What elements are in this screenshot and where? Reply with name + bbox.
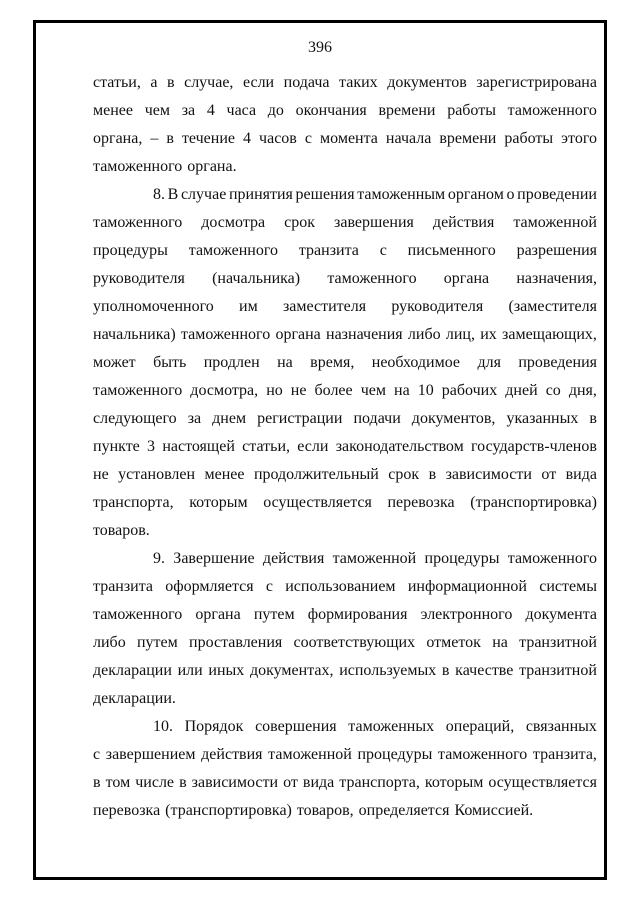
word: срок [388,466,420,483]
word: таможенной [332,550,417,567]
word: числе [135,774,175,791]
word: таможенного [438,746,528,763]
word: пункте [93,438,140,455]
word: зависимости [191,774,279,791]
word: время, [310,354,355,371]
text-line [93,97,597,125]
word: для [477,354,501,371]
word: товаров. [93,522,150,539]
word: в [179,774,187,791]
word: декларации. [93,690,176,707]
text-line [93,545,597,573]
word: процедуры [424,550,500,567]
word: перевозка [387,494,455,511]
word: или [177,662,203,679]
paragraph-continuation [93,69,597,181]
word: продлен [203,354,260,371]
word: таможенного [507,102,597,119]
paragraph-9 [93,545,597,713]
word: таких [339,74,378,91]
word: подачи [353,410,401,427]
word: чем [360,382,386,399]
word: проставления [189,634,283,651]
word: уполномоченного [93,298,214,315]
word: на [492,634,508,651]
text-line [93,713,597,741]
word: органом [447,186,504,203]
word: оформляется [165,578,254,595]
word: органа [195,606,241,623]
word: решения [295,186,355,203]
word: вида [565,466,597,483]
word: с [304,130,312,147]
word: 4 [206,102,215,119]
word: лиц, [445,326,475,343]
word: Комиссией. [454,802,534,819]
word: таможенного [327,270,417,287]
word: этого [561,130,597,147]
paragraph-8 [93,181,597,545]
word: документа [525,606,597,623]
word: до [267,102,284,119]
word: транзитной [519,634,597,651]
word: транзита, [532,746,597,763]
word: о [506,186,515,203]
text-line [93,629,597,657]
word: руководителя [391,298,484,315]
word: связанных [525,718,597,735]
word: указанных [506,410,579,427]
word: которым [424,774,484,791]
word: 10 [417,382,434,399]
word: регистрации [257,410,343,427]
text-line [93,153,597,181]
word: иных [208,662,245,679]
word: течение [181,130,236,147]
word: вида [302,774,335,791]
word: документов [387,74,467,91]
word: товаров, [296,802,354,819]
word: зависимости [445,466,532,483]
word: в [166,130,174,147]
text-line [93,293,597,321]
text-line [93,209,597,237]
word: таможенного [93,158,183,175]
word: со [545,382,561,399]
word: менее [93,102,133,119]
word: чем [144,102,170,119]
word: продолжительный [253,466,379,483]
word: в [428,466,437,483]
word: момента [320,130,378,147]
word: часа [226,102,257,119]
word: электронного [420,606,513,623]
word: установлен [118,466,196,483]
word: подача [283,74,330,91]
word: транспорта, [93,494,174,511]
word: не [290,382,307,399]
word: времени [378,102,436,119]
word: (начальника) [212,270,301,287]
word: от [283,774,298,791]
word: транзита [93,578,154,595]
word: органа. [187,158,237,175]
word: законодательством [335,438,464,455]
word: начальника) [93,326,176,343]
text-line [93,321,597,349]
word: на [277,354,293,371]
word: разрешения [516,242,597,259]
word: более [314,382,353,399]
word: за [181,102,196,119]
word: а [150,74,158,91]
text-line [93,601,597,629]
word: таможенного [507,550,597,567]
word: замещающих, [502,326,597,343]
text-line [93,741,597,769]
word: осуществляется [488,774,597,791]
word: случае [180,186,227,203]
word: если [242,74,275,91]
word: перевозка [93,802,161,819]
word: 4 [243,130,252,147]
word: декларации [93,662,172,679]
word: (заместителя [508,298,597,315]
word: досмотра, [190,382,259,399]
word: случае, [184,74,234,91]
word: – [150,130,159,147]
word: органа, [93,130,143,147]
word: путем [253,606,295,623]
word: досмотра [201,214,266,231]
word: В [167,186,179,203]
word: системы [539,578,597,595]
word: транспорта, [339,774,420,791]
word: если [297,438,329,455]
word: от [541,466,557,483]
word: с [379,242,387,259]
word: следующего [93,410,177,427]
word: таможенной [268,746,352,763]
word: Завершение [173,550,255,567]
word: за [187,410,202,427]
text-line [93,181,597,209]
word: таможенных [348,718,435,735]
word: времени [439,130,497,147]
word: завершением [105,746,196,763]
word: в [589,410,597,427]
word: принятия [228,186,293,203]
document-body [93,69,597,825]
text-line [93,769,597,797]
word: 10. [153,718,173,735]
word: транзитной [519,662,597,679]
text-line [93,69,597,97]
word: 9. [153,550,165,567]
word: настоящей [162,438,235,455]
word: работы [447,102,496,119]
word: завершения [334,214,414,231]
word: государств-членов [471,438,597,455]
text-line [93,685,597,713]
word: не [93,466,109,483]
text-line [93,237,597,265]
word: назначения, [516,270,597,287]
word: органа [443,270,490,287]
word: может [93,354,136,371]
text-line [93,517,597,545]
word: качестве [455,662,514,679]
text-line [93,405,597,433]
word: работы [504,130,554,147]
word: статьи, [93,74,141,91]
word: таможенной [513,214,597,231]
word: формирования [307,606,408,623]
word: проведении [517,186,597,203]
word: срок [284,214,315,231]
word: соответствующих [293,634,416,651]
word: действия [201,746,263,763]
word: транзита [298,242,359,259]
word: с [93,746,101,763]
word: часов [259,130,297,147]
text-line [93,265,597,293]
word: (транспортировка) [165,802,292,819]
word: днем [212,410,247,427]
text-line [93,461,597,489]
word: проведения [518,354,597,371]
word: которым [189,494,248,511]
word: совершения [255,718,337,735]
word: информационной [407,578,527,595]
word: назначения [326,326,403,343]
word: (транспортировка) [470,494,597,511]
word: том [105,774,131,791]
word: процедуры [93,242,168,259]
word: используемых [339,662,437,679]
word: зарегистрирована [476,74,597,91]
word: начала [385,130,432,147]
word: таможенного [93,214,183,231]
word: рабочих [441,382,498,399]
word: Порядок [184,718,244,735]
word: их [480,326,497,343]
word: таможенного [180,326,271,343]
word: таможенного [93,606,183,623]
text-line [93,377,597,405]
word: в [93,774,101,791]
word: быть [153,354,187,371]
word: либо [93,634,126,651]
word: 3 [147,438,156,455]
text-line [93,573,597,601]
word: органа [275,326,321,343]
page-border [33,20,607,880]
word: действия [432,214,495,231]
word: заместителя [282,298,367,315]
word: таможенным [357,186,446,203]
word: необходимое [371,354,460,371]
word: использованием [285,578,396,595]
word: руководителя [93,270,185,287]
word: окончания [295,102,367,119]
paragraph-10 [93,713,597,825]
text-line [93,349,597,377]
word: менее [204,466,245,483]
word: либо [407,326,441,343]
word: но [266,382,283,399]
word: дня, [568,382,597,399]
word: действия [262,550,325,567]
word: с [265,578,273,595]
text-line [93,489,597,517]
word: таможенного [93,382,183,399]
word: в [441,662,450,679]
text-line [93,657,597,685]
page-number: 396 [308,39,332,56]
text-line [93,797,597,825]
text-line [93,433,597,461]
word: 8. [153,186,165,203]
word: в [167,74,175,91]
word: документов, [411,410,496,427]
word: документах, [249,662,334,679]
word: статьи, [242,438,290,455]
word: процедуры [357,746,433,763]
word: осуществляется [263,494,372,511]
text-line [93,125,597,153]
word: таможенного [188,242,278,259]
word: на [394,382,410,399]
word: письменного [407,242,496,259]
word: путем [136,634,178,651]
word: отметок [426,634,481,651]
word: им [239,298,258,315]
word: определяется [358,802,450,819]
word: операций, [445,718,515,735]
word: дней [505,382,538,399]
